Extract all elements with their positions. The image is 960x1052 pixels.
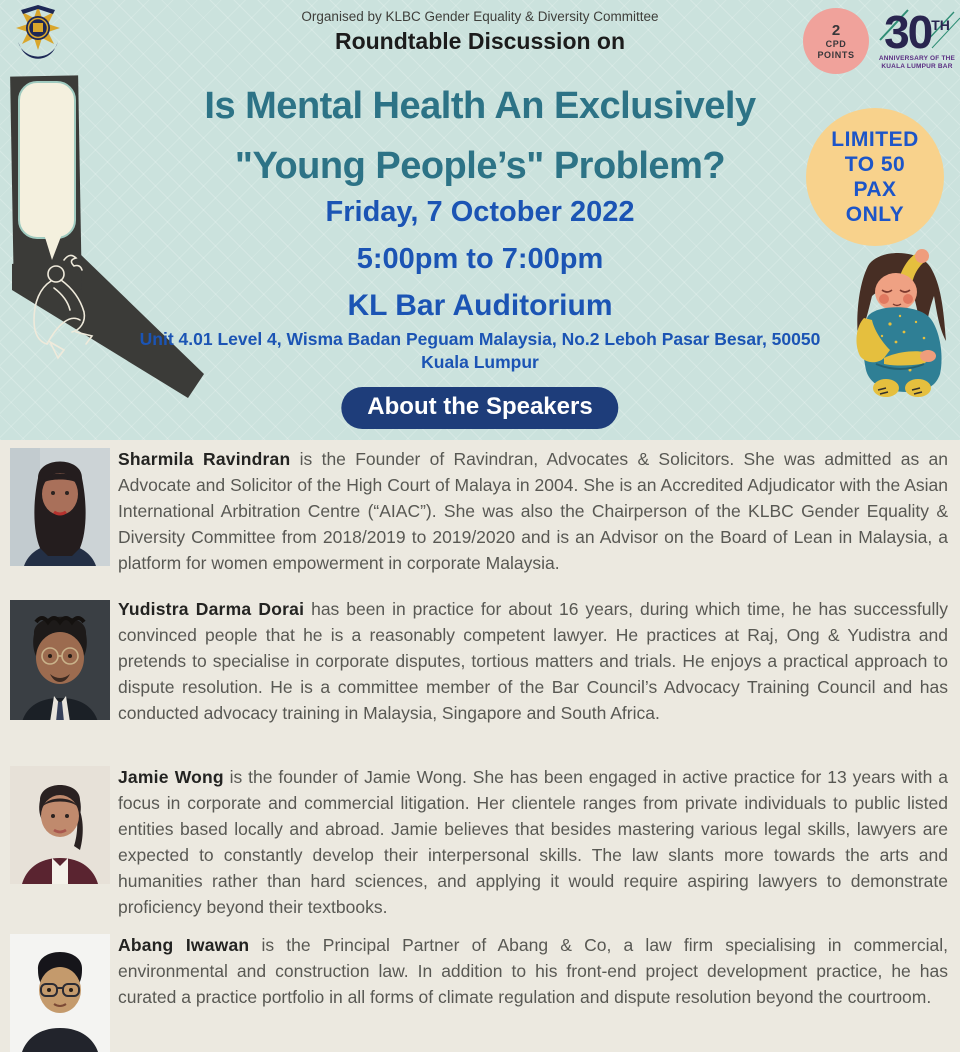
organised-by-text: Organised by KLBC Gender Equality & Diversity Committee bbox=[301, 9, 659, 24]
speaker-name-abang: Abang Iwawan bbox=[118, 935, 250, 955]
speaker-photo-sharmila bbox=[10, 448, 110, 566]
event-title-line1: Is Mental Health An Exclusively bbox=[204, 85, 756, 127]
anniversary-suffix: TH bbox=[931, 17, 950, 33]
limited-pax-badge bbox=[806, 108, 944, 246]
anniversary-line2: KUALA LUMPUR BAR bbox=[881, 63, 953, 70]
event-title-line2: "Young People’s" Problem? bbox=[234, 145, 726, 187]
anniversary-number: 30TH bbox=[884, 6, 950, 58]
cpd-label1: CPD bbox=[825, 38, 847, 49]
speaker-name-sharmila: Sharmila Ravindran bbox=[118, 449, 291, 469]
cpd-label2: POINTS bbox=[817, 49, 855, 60]
speaker-name-jamie: Jamie Wong bbox=[118, 767, 224, 787]
speaker-photo-yudistra bbox=[10, 598, 110, 720]
speaker-bio-sharmila: Sharmila Ravindran is the Founder of Ravindran, Advocates & Solicitors. She was admitted as an Advocate and Solicitor of the High Court of Malaya in 2004. She is an Accredited Adjudicator with the Asian International Arbitration Centre (“AIAC”). She was also the Chairperson of the KLBC Gender Equality & Diversity Committee from 2018/2019 to 2019/2020 and is an Advisor on the Board of Lean in Malaysia, a platform for women empowerment in corporate Malaysia. bbox=[118, 449, 948, 573]
event-venue: KL Bar Auditorium bbox=[347, 289, 613, 322]
limited-line2: TO 50 bbox=[844, 153, 906, 176]
limited-line3: PAX bbox=[853, 178, 897, 201]
kl-bar-crest-logo bbox=[14, 4, 62, 60]
speaker-photo-jamie bbox=[10, 766, 110, 884]
anniversary-logo bbox=[874, 2, 960, 71]
cpd-points-badge bbox=[803, 8, 869, 74]
speaker-name-yudistra: Yudistra Darma Dorai bbox=[118, 599, 305, 619]
anniversary-line1: ANNIVERSARY OF THE bbox=[878, 55, 956, 62]
cpd-number: 2 bbox=[831, 21, 841, 39]
limited-line4: ONLY bbox=[845, 203, 905, 226]
event-date: Friday, 7 October 2022 bbox=[325, 196, 635, 228]
crying-woman-illustration bbox=[838, 246, 960, 398]
event-title bbox=[90, 76, 870, 196]
speaker-photo-abang bbox=[10, 934, 110, 1052]
event-time: 5:00pm to 7:00pm bbox=[356, 243, 604, 275]
speaker-bio-yudistra: Yudistra Darma Dorai has been in practice for about 16 years, during which time, he has successfully convinced people that he is a reasonably competent lawyer. He practices at Raj, Ong & Yudistra and pretends to specialise in corporate disputes, tortious matters and trials. He enjoys a practical approach to dispute resolution. He is a committee member of the Bar Council’s Advocacy Training Council and has conducted advocacy training in Malaysia, Singapore and South Africa. bbox=[118, 599, 948, 723]
speaker-bio-abang: Abang Iwawan is the Principal Partner of Abang & Co, a law firm specialising in commercial, environmental and construction law. In addition to his front-end project development practice, he has curated a practice portfolio in all forms of climate regulation and dispute resolution beyond the courtroom. bbox=[118, 935, 948, 1007]
limited-line1: LIMITED bbox=[831, 128, 919, 151]
roundtable-heading: Roundtable Discussion on bbox=[334, 28, 626, 54]
event-address: Unit 4.01 Level 4, Wisma Badan Peguam Malaysia, No.2 Leboh Pasar Besar, 50050 Kuala Lumpur bbox=[139, 329, 821, 372]
about-speakers-pill: About the Speakers bbox=[341, 387, 618, 429]
header-background bbox=[0, 0, 960, 440]
speaker-bio-jamie: Jamie Wong is the founder of Jamie Wong. She has been engaged in active practice for 13 years with a focus in corporate and commercial litigation. Her clientele ranges from private individuals to public listed entities based locally and abroad. Jamie believes that besides mastering various legal skills, lawyers are expected to constantly develop their interpersonal skills. The law slants more towards the arts and humanities rather than hard sciences, and applying it would require aspiring lawyers to demonstrate proficiency beyond their textbooks. bbox=[118, 767, 948, 917]
